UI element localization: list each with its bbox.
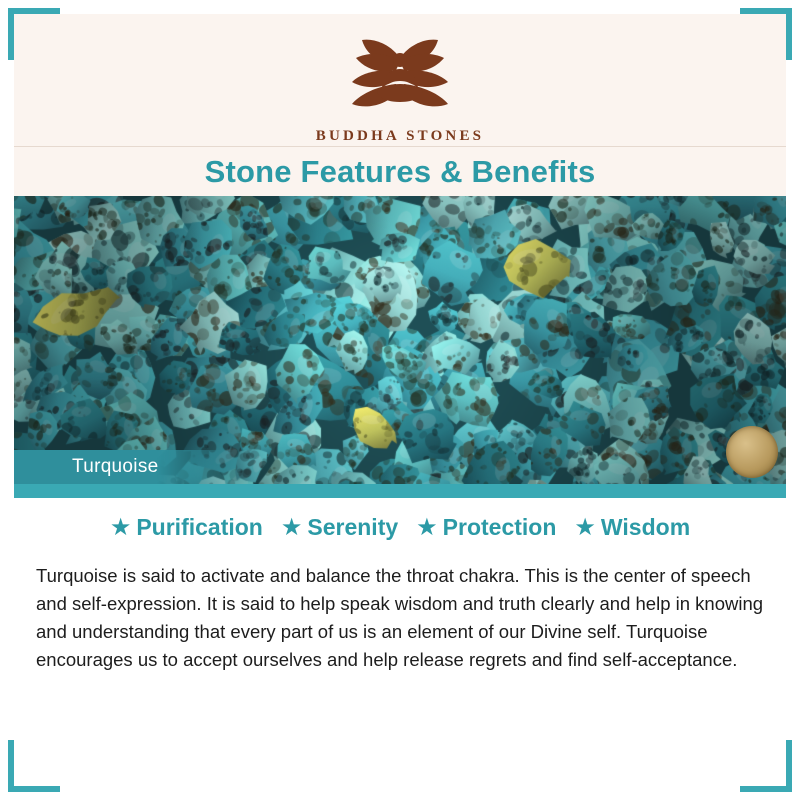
benefit-label: Purification	[136, 514, 263, 540]
section-title-band	[14, 146, 786, 197]
frame-mask-bottom	[60, 776, 740, 800]
lotus-meditation-figure-icon	[320, 28, 480, 124]
benefit-item-protection	[416, 514, 556, 541]
divider-bar	[14, 484, 786, 498]
header	[14, 14, 786, 196]
benefit-label: Serenity	[307, 514, 399, 540]
benefit-item-serenity	[281, 514, 398, 541]
star-icon: ★	[109, 513, 132, 541]
brand-name: BUDDHA STONES	[315, 128, 485, 144]
benefit-item-wisdom	[574, 514, 690, 541]
turquoise-stones-image	[14, 196, 786, 484]
star-icon: ★	[280, 513, 303, 541]
stone-photo	[14, 196, 786, 484]
star-icon: ★	[574, 513, 596, 541]
brand-logo	[14, 28, 786, 145]
star-icon: ★	[416, 513, 438, 541]
benefit-label: Wisdom	[600, 514, 691, 540]
photo-caption-text: Turquoise	[72, 456, 159, 477]
photo-caption	[14, 450, 244, 484]
description-text: Turquoise is said to activate and balance the throat chakra. This is the center of speech and self-expression. It is said to help speak wisdom and truth clearly and help in knowing and understanding that every part of us is an element of our Divine self. Turquoise encourages us to accept ourselves and help release regrets and find self-acceptance.	[36, 565, 764, 670]
benefits-row	[14, 514, 786, 541]
page-title: Stone Features & Benefits	[204, 154, 596, 189]
benefit-item-purification	[110, 514, 263, 541]
benefit-label: Protection	[442, 514, 557, 540]
coin-icon	[726, 426, 778, 478]
